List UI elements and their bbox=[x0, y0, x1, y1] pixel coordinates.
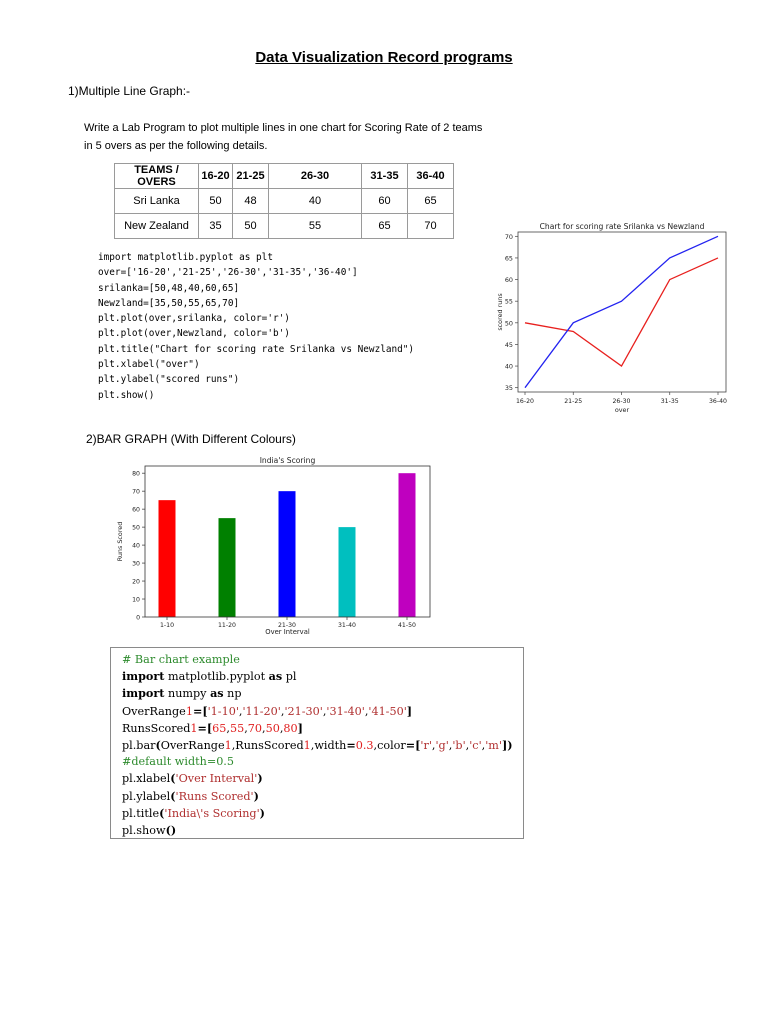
code-string: 'India\'s Scoring' bbox=[164, 806, 260, 820]
code-punctuation: ( bbox=[170, 788, 176, 803]
code-text: , bbox=[279, 721, 284, 735]
code-punctuation: ( bbox=[155, 738, 161, 753]
code-line bbox=[122, 770, 523, 787]
code-text: OverRange bbox=[160, 739, 225, 753]
table-cell: New Zealand bbox=[115, 214, 199, 239]
code-string: 'g' bbox=[435, 739, 449, 753]
code-number: 65 bbox=[212, 721, 227, 735]
table-cell: 50 bbox=[233, 214, 269, 239]
x-tick-label: 1-10 bbox=[159, 622, 175, 629]
table-cell: 65 bbox=[408, 189, 454, 214]
code-line bbox=[122, 737, 523, 754]
code-text: matplotlib.pyplot bbox=[164, 670, 269, 684]
code-line bbox=[122, 685, 523, 702]
line-chart bbox=[488, 215, 734, 423]
code-line bbox=[122, 822, 523, 839]
section-heading-bar-graph: 2)BAR GRAPH (With Different Colours) bbox=[86, 432, 296, 446]
code-line: plt.show() bbox=[98, 389, 155, 401]
page-title: Data Visualization Record programs bbox=[255, 49, 513, 66]
code-text: ,RunsScored bbox=[231, 739, 304, 753]
y-tick-label: 45 bbox=[504, 340, 513, 349]
code-string: 'Runs Scored' bbox=[175, 789, 254, 803]
code-text: , bbox=[238, 704, 243, 718]
table-cell: 48 bbox=[233, 189, 269, 214]
bar-41-50 bbox=[399, 473, 416, 617]
code-text: ,color bbox=[373, 739, 406, 753]
code-punctuation: = bbox=[192, 703, 203, 718]
code-number: 1 bbox=[190, 721, 198, 735]
code-line: over=['16-20','21-25','26-30','31-35','36-40'] bbox=[98, 267, 358, 279]
code-text: , bbox=[262, 721, 266, 735]
bar-chart bbox=[110, 452, 434, 638]
x-tick-label: 21-25 bbox=[564, 398, 583, 405]
y-tick-label: 20 bbox=[132, 578, 140, 586]
code-punctuation: [ bbox=[415, 738, 421, 753]
table-cell: 55 bbox=[269, 214, 362, 239]
code-string: 'r' bbox=[420, 739, 432, 753]
code-punctuation: ( bbox=[165, 823, 171, 838]
bar-chart-code bbox=[122, 652, 523, 839]
code-line bbox=[122, 720, 523, 737]
table-header-cell: 26-30 bbox=[269, 164, 362, 189]
code-text: , bbox=[244, 721, 248, 735]
y-tick-label: 40 bbox=[504, 362, 513, 371]
y-tick-label: 60 bbox=[504, 276, 513, 285]
code-punctuation: = bbox=[197, 720, 207, 735]
code-line: plt.plot(over,Newzland, color='b') bbox=[98, 328, 290, 340]
code-string: '11-20' bbox=[242, 704, 281, 718]
y-tick-label: 35 bbox=[504, 384, 513, 393]
code-text: pl.show bbox=[122, 824, 166, 838]
y-tick-label: 40 bbox=[132, 542, 140, 550]
code-keyword: import bbox=[122, 669, 165, 684]
table-cell: 70 bbox=[408, 214, 454, 239]
code-line: plt.title("Chart for scoring rate Srilanka vs Newzland") bbox=[98, 343, 415, 355]
code-text: np bbox=[223, 687, 242, 701]
code-punctuation: ( bbox=[159, 805, 165, 820]
x-tick-label: 41-50 bbox=[398, 622, 416, 629]
y-tick-label: 60 bbox=[132, 506, 140, 514]
code-punctuation: = bbox=[346, 738, 356, 753]
code-punctuation: ( bbox=[170, 771, 176, 786]
table-row bbox=[115, 214, 454, 239]
code-text: pl bbox=[282, 670, 297, 684]
code-punctuation: ) bbox=[507, 738, 513, 753]
table-header-cell: TEAMS / OVERS bbox=[115, 164, 199, 189]
table-header-cell: 16-20 bbox=[199, 164, 233, 189]
x-tick-label: 31-35 bbox=[660, 398, 679, 405]
code-text: ,width bbox=[310, 739, 347, 753]
table-row bbox=[115, 189, 454, 214]
code-string: 'b' bbox=[452, 739, 466, 753]
code-text: pl.title bbox=[122, 806, 160, 820]
code-punctuation: [ bbox=[202, 703, 208, 718]
y-axis-label: scored runs bbox=[496, 293, 504, 331]
code-punctuation: = bbox=[405, 738, 416, 753]
code-line: plt.ylabel("scored runs") bbox=[98, 374, 240, 386]
code-punctuation: ) bbox=[253, 788, 259, 803]
code-text: numpy bbox=[164, 687, 211, 701]
code-number: 70 bbox=[247, 721, 263, 735]
y-tick-label: 70 bbox=[132, 488, 140, 496]
code-punctuation: [ bbox=[206, 720, 213, 735]
bar-31-40 bbox=[339, 527, 356, 617]
code-line: Newzland=[35,50,55,65,70] bbox=[98, 297, 240, 309]
code-punctuation: ) bbox=[170, 823, 177, 838]
x-tick-label: 31-40 bbox=[338, 622, 356, 629]
code-string: '21-30' bbox=[284, 704, 323, 718]
code-keyword: as bbox=[210, 686, 224, 701]
y-tick-label: 80 bbox=[132, 470, 140, 478]
bar-1-10 bbox=[159, 500, 176, 617]
line-graph-code bbox=[98, 250, 414, 403]
table-header-cell: 36-40 bbox=[408, 164, 454, 189]
code-text: , bbox=[322, 704, 327, 718]
x-tick-label: 11-20 bbox=[218, 622, 236, 629]
code-line bbox=[122, 805, 523, 822]
section-heading-line-graph: 1)Multiple Line Graph:- bbox=[68, 84, 191, 98]
code-comment: #default width=0.5 bbox=[122, 755, 234, 769]
code-text: pl.ylabel bbox=[122, 789, 171, 803]
y-tick-label: 50 bbox=[504, 319, 513, 328]
code-text: , bbox=[481, 739, 486, 753]
code-line: srilanka=[50,48,40,60,65] bbox=[98, 282, 240, 294]
code-line: import matplotlib.pyplot as plt bbox=[98, 252, 273, 263]
code-keyword: as bbox=[268, 669, 283, 684]
code-keyword: import bbox=[122, 686, 165, 701]
code-text: , bbox=[448, 739, 453, 753]
code-number: 1 bbox=[185, 704, 193, 718]
bar-chart-code-box bbox=[110, 647, 524, 839]
y-tick-label: 50 bbox=[132, 524, 140, 532]
code-line bbox=[122, 668, 523, 685]
code-string: 'c' bbox=[469, 739, 482, 753]
table-cell: 60 bbox=[362, 189, 408, 214]
x-axis-label: Over Interval bbox=[265, 628, 310, 636]
bar-21-30 bbox=[279, 491, 296, 617]
code-line: plt.plot(over,srilanka, color='r') bbox=[98, 313, 290, 325]
y-axis-label: Runs Scored bbox=[116, 521, 124, 562]
x-tick-label: 36-40 bbox=[709, 398, 727, 405]
table-header-cell: 21-25 bbox=[233, 164, 269, 189]
code-text: OverRange bbox=[122, 704, 186, 718]
table-cell: 65 bbox=[362, 214, 408, 239]
y-tick-label: 0 bbox=[136, 614, 140, 622]
code-punctuation: ] bbox=[297, 720, 303, 735]
y-tick-label: 10 bbox=[132, 596, 140, 604]
code-text: pl.xlabel bbox=[122, 772, 171, 786]
code-line bbox=[122, 788, 523, 805]
code-line bbox=[122, 703, 523, 720]
code-text: , bbox=[465, 739, 470, 753]
code-punctuation: ] bbox=[501, 738, 508, 753]
code-punctuation: ] bbox=[406, 703, 413, 718]
code-line bbox=[122, 652, 523, 668]
code-punctuation: ) bbox=[257, 771, 263, 786]
code-number: 50 bbox=[265, 721, 280, 735]
x-tick-label: 26-30 bbox=[612, 398, 631, 405]
table-header-row bbox=[115, 164, 454, 189]
code-number: 55 bbox=[229, 721, 245, 735]
code-string: '41-50' bbox=[368, 704, 407, 718]
y-tick-label: 30 bbox=[132, 560, 140, 568]
code-line: plt.xlabel("over") bbox=[98, 359, 200, 371]
y-tick-label: 70 bbox=[504, 232, 513, 241]
y-tick-label: 55 bbox=[504, 297, 513, 306]
table-cell: 50 bbox=[199, 189, 233, 214]
code-text: RunsScored bbox=[122, 721, 191, 735]
code-string: '1-10' bbox=[207, 704, 239, 718]
chart-title: Chart for scoring rate Srilanka vs Newzland bbox=[539, 222, 705, 231]
table-cell: 35 bbox=[199, 214, 233, 239]
code-number: 80 bbox=[283, 721, 298, 735]
x-axis-label: over bbox=[614, 406, 630, 414]
code-text: , bbox=[226, 721, 230, 735]
exercise-description: Write a Lab Program to plot multiple lines in one chart for Scoring Rate of 2 teams in 5 overs as per the following details. bbox=[84, 122, 483, 152]
code-comment: # Bar chart example bbox=[122, 653, 240, 666]
code-number: 0.3 bbox=[355, 739, 374, 753]
bar-11-20 bbox=[219, 518, 236, 617]
code-string: 'Over Interval' bbox=[175, 772, 258, 786]
code-string: 'm' bbox=[485, 739, 502, 753]
table-cell: 40 bbox=[269, 189, 362, 214]
code-number: 1 bbox=[224, 739, 232, 753]
code-text: , bbox=[280, 704, 285, 718]
code-string: '31-40' bbox=[326, 704, 365, 718]
code-line bbox=[122, 754, 523, 770]
code-text: , bbox=[364, 704, 369, 718]
scoring-rate-table bbox=[114, 163, 454, 239]
code-number: 1 bbox=[303, 739, 311, 753]
code-punctuation: ) bbox=[259, 805, 265, 820]
table-cell: Sri Lanka bbox=[115, 189, 199, 214]
chart-title: India's Scoring bbox=[259, 456, 316, 465]
y-tick-label: 65 bbox=[504, 254, 513, 263]
code-text: pl.bar bbox=[122, 739, 156, 753]
code-text: , bbox=[431, 739, 436, 753]
x-tick-label: 16-20 bbox=[516, 398, 534, 405]
x-tick-label: 21-30 bbox=[278, 622, 296, 629]
table-header-cell: 31-35 bbox=[362, 164, 408, 189]
plot-frame bbox=[518, 232, 726, 392]
